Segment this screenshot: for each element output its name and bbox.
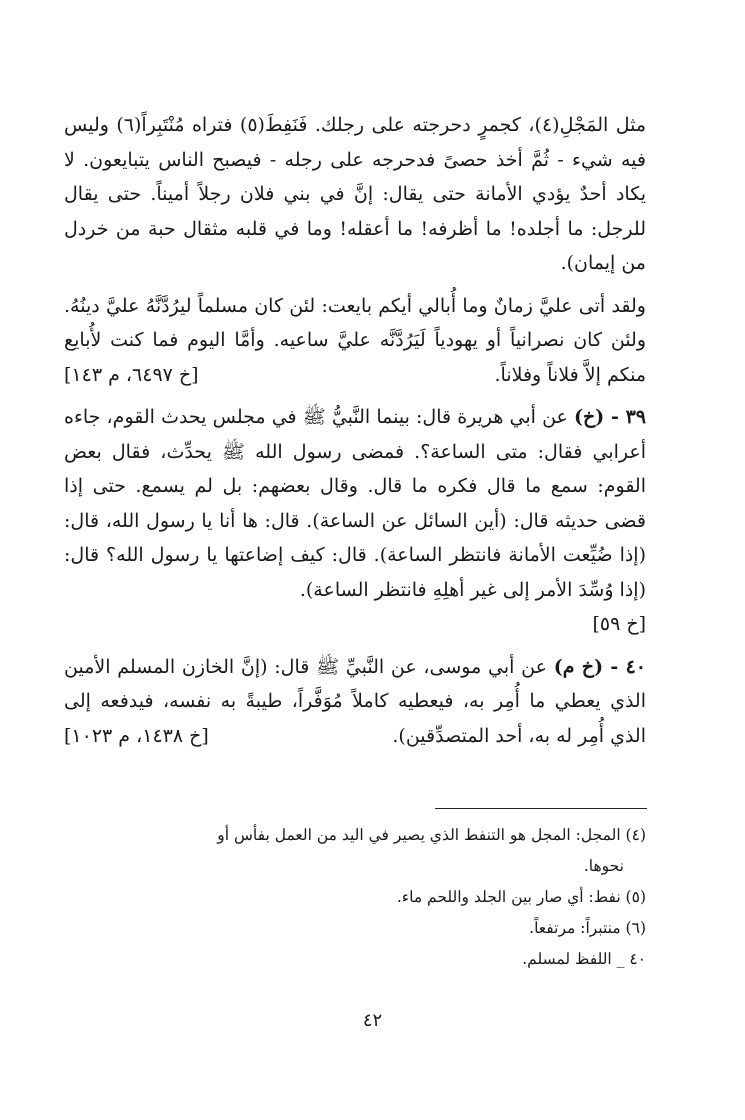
paragraph-1 <box>64 108 646 281</box>
hadith-40-reference: [خ ١٤٣٨، م ١٠٢٣] <box>64 724 209 747</box>
paragraph-1-text: مثل المَجْلِ(٤)، كجمرٍ دحرجته على رجلك. فَنَفِطَ(٥) فتراه مُنْتَبِراً(٦) وليس فيه شيء - ثُمَّ أخذ حصىً فدحرجه على رجله - فيصبح الناس يتبايعون. لا يكاد أحدٌ يؤدي الأمانة حتى يقال: إنَّ في بني فلان رجلاً أميناً. حتى يقال للرجل: ما أجلده! ما أظرفه! ما أعقله! وما في قلبه مثقال حبة من خردل من إيمان). <box>64 114 646 274</box>
hadith-40 <box>64 650 646 754</box>
footnote-4: (٤) المجل: المجل هو التنفط الذي يصير في اليد من العمل بفأس أو <box>217 826 646 844</box>
page-number: ٤٢ <box>362 1010 383 1031</box>
hadith-40-number: ٤٠ - (خ م) <box>553 655 646 678</box>
main-text <box>64 108 646 753</box>
footnote-4-continued: نحوها. <box>583 857 624 875</box>
footnotes <box>64 820 646 975</box>
footnote-40: ٤٠ _ اللفظ لمسلم. <box>522 950 646 968</box>
footnote-5: (٥) نفط: أي صار بين الجلد واللحم ماء. <box>396 888 646 906</box>
paragraph-2-text: ولقد أتى عليَّ زمانٌ وما أُبالي أيكم بايعت: لئن كان مسلماً ليرُدَّنَّهُ عليَّ دينُهُ. ولئن كان نصرانياً أو يهودياً لَيَرُدَّنَّه عليَّ ساعيه. وأمَّا اليوم فما كنت لأُبايع منكم إلاَّ فلاناً وفلاناً. <box>64 294 646 386</box>
paragraph-2 <box>64 289 646 393</box>
hadith-39 <box>64 400 646 642</box>
footnote-6: (٦) منتبراً: مرتفعاً. <box>529 919 646 937</box>
hadith-39-reference: [خ ٥٩] <box>592 613 646 635</box>
paragraph-2-reference: [خ ٦٤٩٧، م ١٤٣] <box>64 363 199 386</box>
hadith-40-text: عن أبي موسى، عن النَّبيِّ ﷺ قال: (إنَّ الخازن المسلم الأمين الذي يعطي ما أُمِر به، فيعطيه كاملاً مُوَفَّراً، طيبةً به نفسه، فيدفعه إلى الذي أُمِر له به، أحد المتصدِّقين). <box>64 655 646 747</box>
hadith-39-text: عن أبي هريرة قال: بينما النَّبيُّ ﷺ في مجلس يحدث القوم، جاءه أعرابي فقال: متى الساعة؟. فمضى رسول الله ﷺ يحدِّث، فقال بعض القوم: سمع ما قال فكره ما قال. وقال بعضهم: بل لم يسمع. حتى إذا قضى حديثه قال: (أين السائل عن الساعة). قال: ها أنا يا رسول الله، قال: (إذا ضُيِّعت الأمانة فانتظر الساعة). قال: كيف إضاعتها يا رسول الله؟ قال: (إذا وُسِّدَ الأمر إلى غير أهلِهِ فانتظر الساعة). <box>64 406 646 601</box>
hadith-39-number: ٣٩ - (خ) <box>574 406 647 428</box>
footnote-separator <box>435 808 647 809</box>
